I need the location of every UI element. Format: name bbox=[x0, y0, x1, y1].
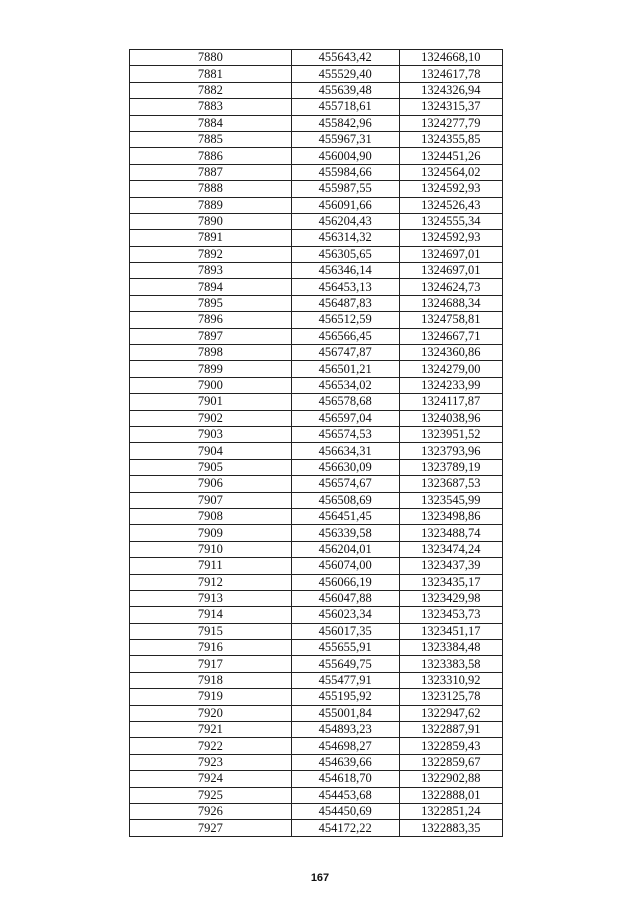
y-coordinate-cell: 1324564,02 bbox=[399, 164, 502, 180]
y-coordinate-cell: 1322887,91 bbox=[399, 722, 502, 738]
y-coordinate-cell: 1324326,94 bbox=[399, 82, 502, 98]
point-number-cell: 7901 bbox=[130, 394, 292, 410]
table-row bbox=[130, 705, 503, 721]
point-number-cell: 7923 bbox=[130, 754, 292, 770]
x-coordinate-cell: 456451,45 bbox=[291, 508, 399, 524]
table-row bbox=[130, 345, 503, 361]
point-number-cell: 7892 bbox=[130, 246, 292, 262]
y-coordinate-cell: 1324526,43 bbox=[399, 197, 502, 213]
y-coordinate-cell: 1324758,81 bbox=[399, 312, 502, 328]
table-row bbox=[130, 525, 503, 541]
table-row bbox=[130, 558, 503, 574]
y-coordinate-cell: 1324592,93 bbox=[399, 230, 502, 246]
point-number-cell: 7915 bbox=[130, 623, 292, 639]
x-coordinate-cell: 455529,40 bbox=[291, 66, 399, 82]
x-coordinate-cell: 456597,04 bbox=[291, 410, 399, 426]
point-number-cell: 7909 bbox=[130, 525, 292, 541]
x-coordinate-cell: 455001,84 bbox=[291, 705, 399, 721]
y-coordinate-cell: 1323429,98 bbox=[399, 590, 502, 606]
table-row bbox=[130, 672, 503, 688]
x-coordinate-cell: 456501,21 bbox=[291, 361, 399, 377]
point-number-cell: 7887 bbox=[130, 164, 292, 180]
x-coordinate-cell: 456004,90 bbox=[291, 148, 399, 164]
point-number-cell: 7918 bbox=[130, 672, 292, 688]
x-coordinate-cell: 455477,91 bbox=[291, 672, 399, 688]
table-row bbox=[130, 803, 503, 819]
table-row bbox=[130, 181, 503, 197]
x-coordinate-cell: 455842,96 bbox=[291, 115, 399, 131]
point-number-cell: 7911 bbox=[130, 558, 292, 574]
table-row bbox=[130, 426, 503, 442]
point-number-cell: 7889 bbox=[130, 197, 292, 213]
point-number-cell: 7912 bbox=[130, 574, 292, 590]
point-number-cell: 7881 bbox=[130, 66, 292, 82]
page-number: 167 bbox=[310, 872, 330, 884]
table-row bbox=[130, 82, 503, 98]
y-coordinate-cell: 1323310,92 bbox=[399, 672, 502, 688]
x-coordinate-cell: 454698,27 bbox=[291, 738, 399, 754]
table-row bbox=[130, 459, 503, 475]
x-coordinate-cell: 454893,23 bbox=[291, 722, 399, 738]
y-coordinate-cell: 1323687,53 bbox=[399, 476, 502, 492]
point-number-cell: 7905 bbox=[130, 459, 292, 475]
table-row bbox=[130, 722, 503, 738]
table-row bbox=[130, 476, 503, 492]
x-coordinate-cell: 455195,92 bbox=[291, 689, 399, 705]
table-row bbox=[130, 738, 503, 754]
x-coordinate-cell: 456091,66 bbox=[291, 197, 399, 213]
y-coordinate-cell: 1324279,00 bbox=[399, 361, 502, 377]
x-coordinate-cell: 456512,59 bbox=[291, 312, 399, 328]
x-coordinate-cell: 456634,31 bbox=[291, 443, 399, 459]
table-row bbox=[130, 787, 503, 803]
table-row bbox=[130, 279, 503, 295]
y-coordinate-cell: 1324688,34 bbox=[399, 295, 502, 311]
point-number-cell: 7902 bbox=[130, 410, 292, 426]
point-number-cell: 7906 bbox=[130, 476, 292, 492]
x-coordinate-cell: 456074,00 bbox=[291, 558, 399, 574]
y-coordinate-cell: 1324117,87 bbox=[399, 394, 502, 410]
point-number-cell: 7920 bbox=[130, 705, 292, 721]
x-coordinate-cell: 454450,69 bbox=[291, 803, 399, 819]
table-row bbox=[130, 377, 503, 393]
table-row bbox=[130, 771, 503, 787]
y-coordinate-cell: 1324355,85 bbox=[399, 131, 502, 147]
y-coordinate-cell: 1324315,37 bbox=[399, 99, 502, 115]
point-number-cell: 7891 bbox=[130, 230, 292, 246]
table-row bbox=[130, 66, 503, 82]
point-number-cell: 7882 bbox=[130, 82, 292, 98]
point-number-cell: 7899 bbox=[130, 361, 292, 377]
table-row bbox=[130, 607, 503, 623]
point-number-cell: 7913 bbox=[130, 590, 292, 606]
x-coordinate-cell: 456574,67 bbox=[291, 476, 399, 492]
point-number-cell: 7894 bbox=[130, 279, 292, 295]
x-coordinate-cell: 456630,09 bbox=[291, 459, 399, 475]
x-coordinate-cell: 456346,14 bbox=[291, 263, 399, 279]
y-coordinate-cell: 1323474,24 bbox=[399, 541, 502, 557]
y-coordinate-cell: 1323435,17 bbox=[399, 574, 502, 590]
x-coordinate-cell: 455718,61 bbox=[291, 99, 399, 115]
table-row bbox=[130, 246, 503, 262]
table-row bbox=[130, 590, 503, 606]
x-coordinate-cell: 454618,70 bbox=[291, 771, 399, 787]
table-row bbox=[130, 754, 503, 770]
x-coordinate-cell: 456305,65 bbox=[291, 246, 399, 262]
table-row bbox=[130, 197, 503, 213]
point-number-cell: 7885 bbox=[130, 131, 292, 147]
table-row bbox=[130, 541, 503, 557]
point-number-cell: 7917 bbox=[130, 656, 292, 672]
x-coordinate-cell: 455655,91 bbox=[291, 640, 399, 656]
table-row bbox=[130, 508, 503, 524]
x-coordinate-cell: 454453,68 bbox=[291, 787, 399, 803]
y-coordinate-cell: 1324277,79 bbox=[399, 115, 502, 131]
y-coordinate-cell: 1322883,35 bbox=[399, 820, 502, 836]
point-number-cell: 7916 bbox=[130, 640, 292, 656]
table-row bbox=[130, 410, 503, 426]
y-coordinate-cell: 1323545,99 bbox=[399, 492, 502, 508]
table-row bbox=[130, 148, 503, 164]
y-coordinate-cell: 1322851,24 bbox=[399, 803, 502, 819]
x-coordinate-cell: 456747,87 bbox=[291, 345, 399, 361]
x-coordinate-cell: 456066,19 bbox=[291, 574, 399, 590]
y-coordinate-cell: 1323437,39 bbox=[399, 558, 502, 574]
y-coordinate-cell: 1324617,78 bbox=[399, 66, 502, 82]
point-number-cell: 7880 bbox=[130, 50, 292, 66]
table-row bbox=[130, 656, 503, 672]
point-number-cell: 7924 bbox=[130, 771, 292, 787]
x-coordinate-cell: 456023,34 bbox=[291, 607, 399, 623]
table-row bbox=[130, 443, 503, 459]
point-number-cell: 7921 bbox=[130, 722, 292, 738]
x-coordinate-cell: 456339,58 bbox=[291, 525, 399, 541]
table-row bbox=[130, 574, 503, 590]
y-coordinate-cell: 1324360,86 bbox=[399, 345, 502, 361]
point-number-cell: 7895 bbox=[130, 295, 292, 311]
coordinates-table-body bbox=[130, 50, 503, 837]
x-coordinate-cell: 455649,75 bbox=[291, 656, 399, 672]
point-number-cell: 7893 bbox=[130, 263, 292, 279]
x-coordinate-cell: 456487,83 bbox=[291, 295, 399, 311]
y-coordinate-cell: 1322859,43 bbox=[399, 738, 502, 754]
x-coordinate-cell: 456534,02 bbox=[291, 377, 399, 393]
point-number-cell: 7884 bbox=[130, 115, 292, 131]
x-coordinate-cell: 456017,35 bbox=[291, 623, 399, 639]
x-coordinate-cell: 454172,22 bbox=[291, 820, 399, 836]
y-coordinate-cell: 1323384,48 bbox=[399, 640, 502, 656]
y-coordinate-cell: 1322888,01 bbox=[399, 787, 502, 803]
y-coordinate-cell: 1322902,88 bbox=[399, 771, 502, 787]
y-coordinate-cell: 1324697,01 bbox=[399, 263, 502, 279]
y-coordinate-cell: 1324451,26 bbox=[399, 148, 502, 164]
table-row bbox=[130, 361, 503, 377]
y-coordinate-cell: 1324667,71 bbox=[399, 328, 502, 344]
x-coordinate-cell: 455984,66 bbox=[291, 164, 399, 180]
point-number-cell: 7907 bbox=[130, 492, 292, 508]
table-row bbox=[130, 213, 503, 229]
x-coordinate-cell: 455639,48 bbox=[291, 82, 399, 98]
y-coordinate-cell: 1322859,67 bbox=[399, 754, 502, 770]
point-number-cell: 7897 bbox=[130, 328, 292, 344]
table-row bbox=[130, 230, 503, 246]
y-coordinate-cell: 1323453,73 bbox=[399, 607, 502, 623]
y-coordinate-cell: 1324038,96 bbox=[399, 410, 502, 426]
y-coordinate-cell: 1324668,10 bbox=[399, 50, 502, 66]
x-coordinate-cell: 456204,01 bbox=[291, 541, 399, 557]
point-number-cell: 7908 bbox=[130, 508, 292, 524]
point-number-cell: 7927 bbox=[130, 820, 292, 836]
y-coordinate-cell: 1324555,34 bbox=[399, 213, 502, 229]
y-coordinate-cell: 1324592,93 bbox=[399, 181, 502, 197]
table-row bbox=[130, 623, 503, 639]
x-coordinate-cell: 456453,13 bbox=[291, 279, 399, 295]
point-number-cell: 7886 bbox=[130, 148, 292, 164]
y-coordinate-cell: 1322947,62 bbox=[399, 705, 502, 721]
table-row bbox=[130, 99, 503, 115]
point-number-cell: 7926 bbox=[130, 803, 292, 819]
point-number-cell: 7883 bbox=[130, 99, 292, 115]
x-coordinate-cell: 456047,88 bbox=[291, 590, 399, 606]
point-number-cell: 7896 bbox=[130, 312, 292, 328]
point-number-cell: 7925 bbox=[130, 787, 292, 803]
x-coordinate-cell: 456566,45 bbox=[291, 328, 399, 344]
x-coordinate-cell: 455967,31 bbox=[291, 131, 399, 147]
table-row bbox=[130, 263, 503, 279]
point-number-cell: 7890 bbox=[130, 213, 292, 229]
point-number-cell: 7888 bbox=[130, 181, 292, 197]
x-coordinate-cell: 454639,66 bbox=[291, 754, 399, 770]
table-row bbox=[130, 394, 503, 410]
y-coordinate-cell: 1323125,78 bbox=[399, 689, 502, 705]
table-row bbox=[130, 820, 503, 836]
x-coordinate-cell: 456508,69 bbox=[291, 492, 399, 508]
point-number-cell: 7903 bbox=[130, 426, 292, 442]
x-coordinate-cell: 456314,32 bbox=[291, 230, 399, 246]
point-number-cell: 7914 bbox=[130, 607, 292, 623]
y-coordinate-cell: 1323789,19 bbox=[399, 459, 502, 475]
table-row bbox=[130, 115, 503, 131]
table-row bbox=[130, 164, 503, 180]
point-number-cell: 7919 bbox=[130, 689, 292, 705]
table-row bbox=[130, 640, 503, 656]
coordinates-table bbox=[129, 49, 503, 837]
table-row bbox=[130, 328, 503, 344]
point-number-cell: 7898 bbox=[130, 345, 292, 361]
y-coordinate-cell: 1323951,52 bbox=[399, 426, 502, 442]
y-coordinate-cell: 1323498,86 bbox=[399, 508, 502, 524]
x-coordinate-cell: 456574,53 bbox=[291, 426, 399, 442]
y-coordinate-cell: 1324233,99 bbox=[399, 377, 502, 393]
point-number-cell: 7910 bbox=[130, 541, 292, 557]
y-coordinate-cell: 1324624,73 bbox=[399, 279, 502, 295]
x-coordinate-cell: 455643,42 bbox=[291, 50, 399, 66]
x-coordinate-cell: 456204,43 bbox=[291, 213, 399, 229]
point-number-cell: 7904 bbox=[130, 443, 292, 459]
table-row bbox=[130, 295, 503, 311]
y-coordinate-cell: 1324697,01 bbox=[399, 246, 502, 262]
y-coordinate-cell: 1323793,96 bbox=[399, 443, 502, 459]
y-coordinate-cell: 1323383,58 bbox=[399, 656, 502, 672]
table-row bbox=[130, 492, 503, 508]
y-coordinate-cell: 1323451,17 bbox=[399, 623, 502, 639]
table-row bbox=[130, 50, 503, 66]
y-coordinate-cell: 1323488,74 bbox=[399, 525, 502, 541]
point-number-cell: 7900 bbox=[130, 377, 292, 393]
table-row bbox=[130, 312, 503, 328]
table-row bbox=[130, 689, 503, 705]
x-coordinate-cell: 455987,55 bbox=[291, 181, 399, 197]
table-row bbox=[130, 131, 503, 147]
point-number-cell: 7922 bbox=[130, 738, 292, 754]
x-coordinate-cell: 456578,68 bbox=[291, 394, 399, 410]
